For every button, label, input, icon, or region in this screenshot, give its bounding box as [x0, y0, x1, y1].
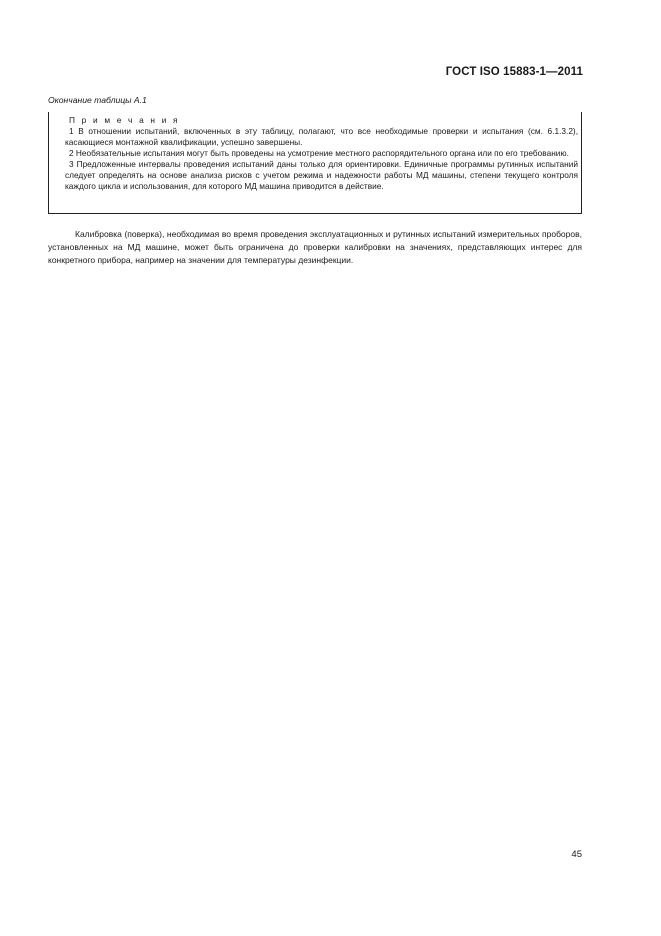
note-1: 1 В отношении испытаний, включенных в эту таблицу, полагают, что все необходимые проверки и испытания (см. 6.1.3.2), касающиеся монтажной квалификации, успешно завершены.: [65, 126, 578, 147]
page-number: 45: [571, 849, 582, 860]
table-notes-cell: [48, 112, 582, 214]
notes-heading: П р и м е ч а н и я: [69, 115, 180, 125]
calibration-paragraph: Калибровка (поверка), необходимая во время проведения эксплуатационных и рутинных испытаний измерительных проборов, установленных на МД машине, может быть ограничена до проверки калибровки на значениях, представляющих интерес для конкретного прибора, например на значении для температуры дезинфекции.: [48, 229, 582, 265]
note-2: 2 Необязательные испытания могут быть проведены на усмотрение местного распорядительного органа или по его требованию.: [69, 148, 569, 158]
note-3: 3 Предложенные интервалы проведения испытаний даны только для ориентировки. Единичные программы рутинных испытаний следует определять на основе анализа рисков с учетом режима и надежности работы МД машины, степени текущего контроля каждого цикла и использования, для которого МД машина приводится в действие.: [65, 159, 578, 191]
table-caption: Окончание таблицы А.1: [48, 95, 147, 105]
document-code: ГОСТ ISO 15883-1—2011: [445, 66, 583, 78]
